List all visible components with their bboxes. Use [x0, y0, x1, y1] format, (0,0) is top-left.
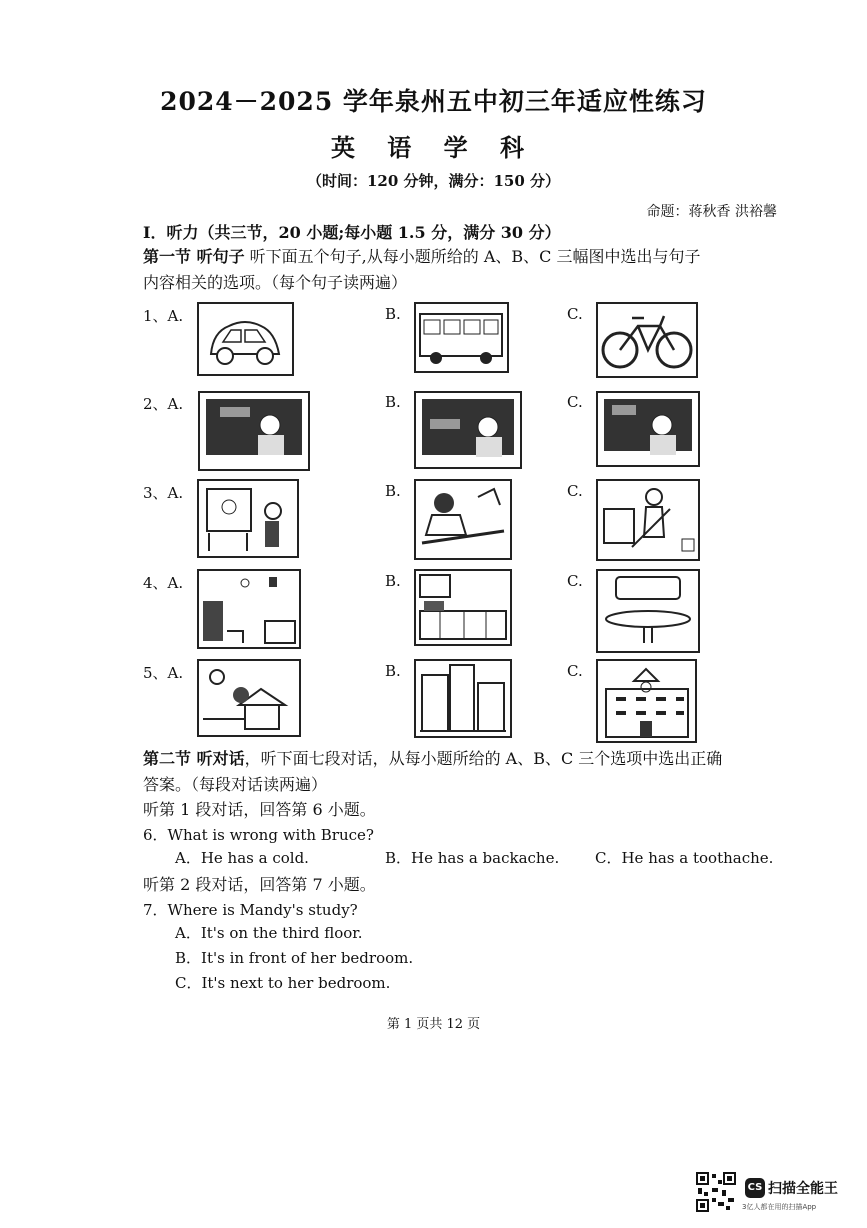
bathroom-icon[interactable] [596, 569, 700, 653]
bedroom-icon[interactable] [197, 569, 301, 649]
time-info: （时间：120 分钟，满分：150 分） [306, 172, 561, 190]
kitchen-icon[interactable] [414, 569, 512, 646]
q5-c-label: C. [567, 662, 583, 680]
bus-icon[interactable] [414, 302, 509, 373]
brand-name: 扫描全能王 [768, 1180, 838, 1197]
q6-option-a[interactable]: A．He has a cold. [175, 849, 309, 867]
q4-c-label: C. [567, 572, 583, 590]
painting-icon[interactable] [197, 479, 299, 558]
dialog2-instruction: 听第 2 段对话，回答第 7 小题。 [143, 875, 376, 894]
math-teacher-icon[interactable] [596, 391, 700, 467]
q1-label: 1、A. [143, 307, 184, 325]
q4-label: 4、A. [143, 574, 184, 592]
q7-option-a[interactable]: A．It's on the third floor. [175, 924, 363, 942]
school-building-icon[interactable] [596, 659, 697, 743]
subject-title: 英 语 学 科 [330, 133, 537, 162]
sweeping-icon[interactable] [596, 479, 700, 561]
q3-c-label: C. [567, 482, 583, 500]
farmhouse-icon[interactable] [197, 659, 301, 737]
q7-option-c[interactable]: C．It's next to her bedroom. [175, 974, 391, 992]
q3-b-label: B. [385, 482, 401, 500]
part2-instr-a: ，听下面七段对话，从每小题所给的 A、B、C 三个选项中选出正确 [244, 749, 723, 768]
exam-title: 2024－2025 学年泉州五中初三年适应性练习 [160, 87, 707, 116]
q2-b-label: B. [385, 393, 401, 411]
qr-code-icon [696, 1172, 736, 1212]
part2-instr-b: 答案。（每段对话读两遍） [143, 775, 328, 794]
scanner-brand [745, 1177, 838, 1198]
part2-label: 第二节 听对话 [143, 749, 245, 768]
q7-option-b[interactable]: B．It's in front of her bedroom. [175, 949, 414, 967]
author-line: 命题：蒋秋香 洪裕馨 [646, 204, 777, 220]
bicycle-icon[interactable] [596, 302, 698, 378]
part2-instruction [143, 746, 783, 798]
cs-logo-icon: CS [745, 1178, 765, 1198]
q1-c-label: C. [567, 305, 583, 323]
q6-question: 6．What is wrong with Bruce? [143, 826, 374, 844]
page-number: 第 1 页共 12 页 [386, 1017, 481, 1032]
q6-option-c[interactable]: C．He has a toothache. [595, 849, 774, 867]
brand-tagline: 3亿人都在用的扫描App [742, 1203, 817, 1211]
q3-label: 3、A. [143, 484, 184, 502]
part1-label: 第一节 听句子 [143, 247, 245, 266]
city-buildings-icon[interactable] [414, 659, 512, 738]
q6-option-b[interactable]: B．He has a backache. [385, 849, 560, 867]
q5-label: 5、A. [143, 664, 184, 682]
q4-b-label: B. [385, 572, 401, 590]
chinese-teacher-icon[interactable] [198, 391, 310, 471]
english-teacher-icon[interactable] [414, 391, 522, 469]
q5-b-label: B. [385, 662, 401, 680]
part1-instruction [143, 244, 783, 296]
homework-icon[interactable] [414, 479, 512, 560]
car-icon[interactable] [197, 302, 294, 376]
part1-instr-a: 听下面五个句子,从每小题所给的 A、B、C 三幅图中选出与句子 [244, 247, 701, 266]
dialog1-instruction: 听第 1 段对话，回答第 6 小题。 [143, 800, 376, 819]
q2-label: 2、A. [143, 395, 184, 413]
section-heading: I．听力（共三节，20 小题;每小题 1.5 分，满分 30 分） [143, 223, 561, 242]
part1-instr-b: 内容相关的选项。（每个句子读两遍） [143, 273, 408, 292]
q1-b-label: B. [385, 305, 401, 323]
q2-c-label: C. [567, 393, 583, 411]
q7-question: 7．Where is Mandy's study? [143, 901, 358, 919]
